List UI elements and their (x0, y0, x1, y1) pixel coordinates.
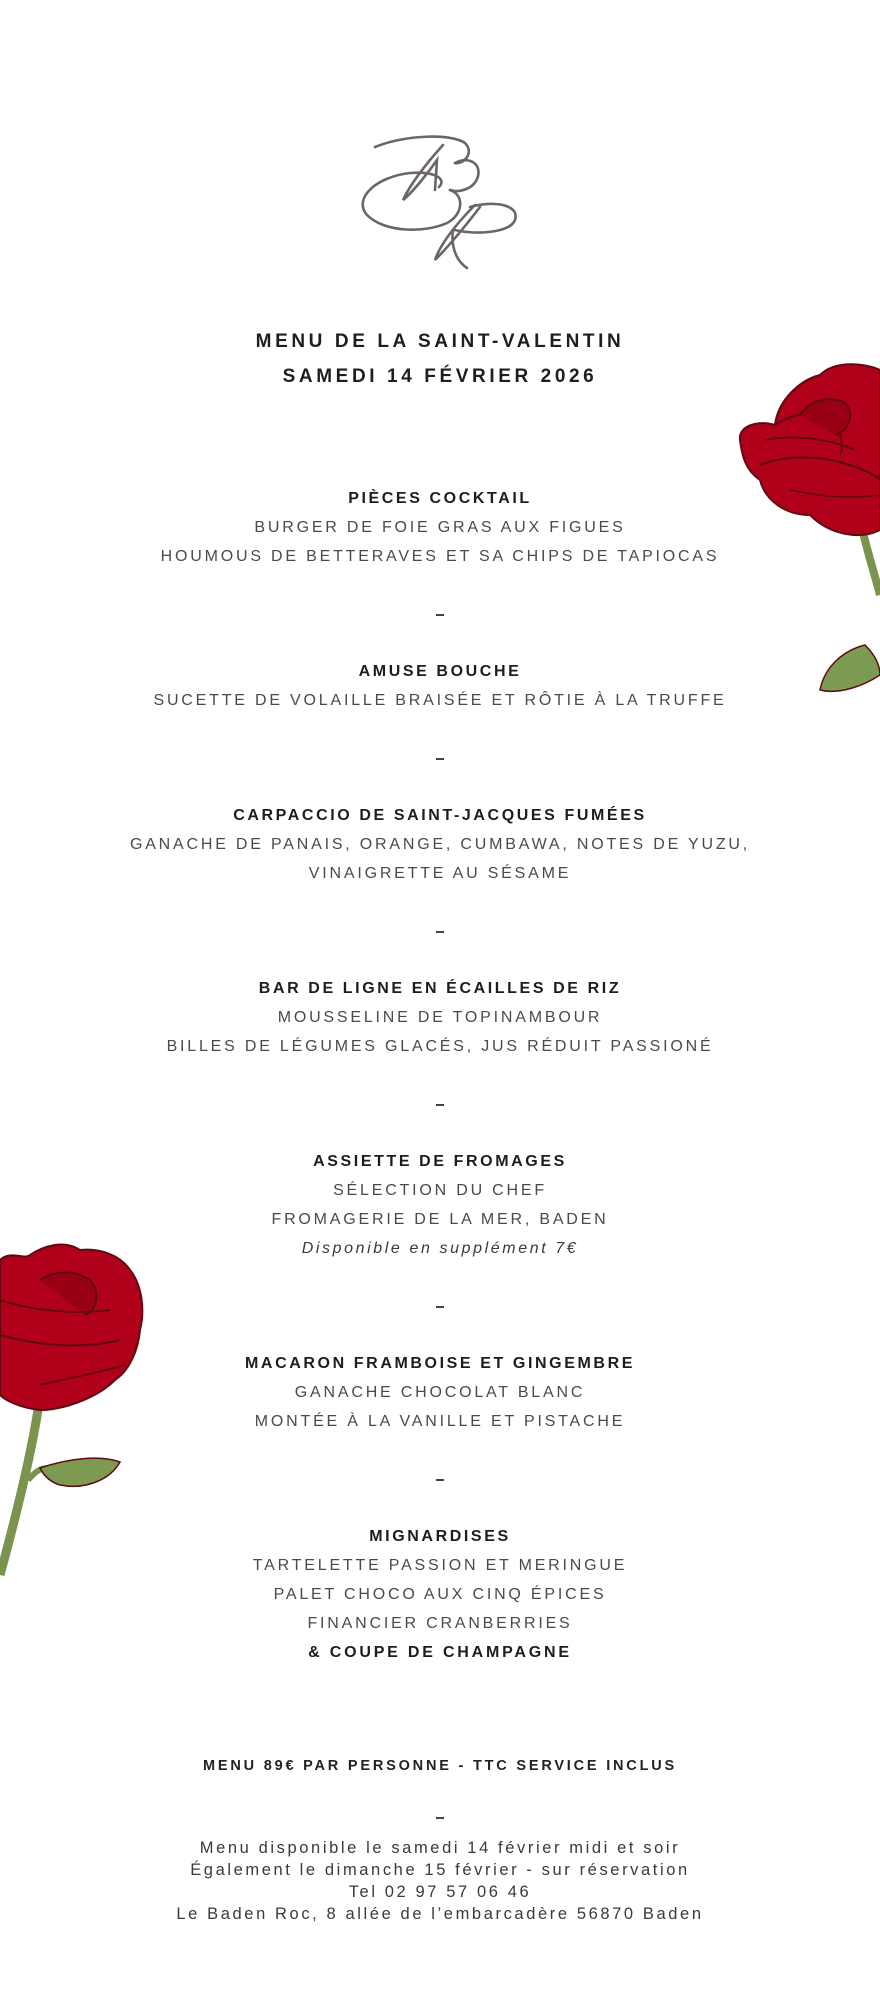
section-bar-de-ligne (0, 974, 880, 1061)
section-title: MACARON FRAMBOISE ET GINGEMBRE (245, 1355, 635, 1372)
separator-dash (436, 1104, 444, 1106)
dish-line: PALET CHOCO AUX CINQ ÉPICES (273, 1586, 607, 1603)
footer-info (0, 1837, 880, 1925)
dish-line: MOUSSELINE DE TOPINAMBOUR (277, 1009, 603, 1026)
address-text: Le Baden Roc, 8 allée de l’embarcadère 56870 Baden (176, 1905, 704, 1923)
monogram-logo-icon (355, 135, 525, 275)
separator-dash (436, 1306, 444, 1308)
dish-line: FINANCIER CRANBERRIES (307, 1615, 573, 1632)
champagne-line: & COUPE DE CHAMPAGNE (308, 1644, 572, 1661)
dish-line: TARTELETTE PASSION ET MERINGUE (252, 1557, 628, 1574)
separator-dash (436, 1479, 444, 1481)
dish-line: HOUMOUS DE BETTERAVES ET SA CHIPS DE TAPIOCAS (160, 548, 720, 565)
rose-icon (730, 355, 880, 710)
section-title: MIGNARDISES (369, 1528, 511, 1545)
section-title: ASSIETTE DE FROMAGES (313, 1153, 567, 1170)
dish-line: GANACHE CHOCOLAT BLANC (294, 1384, 586, 1401)
menu-price: MENU 89€ PAR PERSONNE - TTC SERVICE INCLUS (203, 1758, 677, 1774)
availability-text: Menu disponible le samedi 14 février midi et soir (199, 1839, 681, 1857)
rose-icon (0, 1240, 150, 1585)
menu-title: MENU DE LA SAINT-VALENTIN (255, 331, 625, 352)
separator-dash (436, 1817, 444, 1819)
supplement-note: Disponible en supplément 7€ (301, 1240, 579, 1257)
separator-dash (436, 758, 444, 760)
dish-line: BILLES DE LÉGUMES GLACÉS, JUS RÉDUIT PASSIONÉ (166, 1038, 714, 1055)
separator-dash (436, 931, 444, 933)
menu-date: SAMEDI 14 FÉVRIER 2026 (282, 366, 598, 387)
dish-line: GANACHE DE PANAIS, ORANGE, CUMBAWA, NOTES DE YUZU, (129, 836, 751, 853)
dish-line: VINAIGRETTE AU SÉSAME (308, 865, 572, 882)
separator-dash (436, 614, 444, 616)
dish-line: MONTÉE À LA VANILLE ET PISTACHE (254, 1413, 626, 1430)
section-title: PIÈCES COCKTAIL (348, 490, 532, 507)
phone-text: Tel 02 97 57 06 46 (348, 1883, 532, 1901)
dish-line: BURGER DE FOIE GRAS AUX FIGUES (254, 519, 626, 536)
section-title: AMUSE BOUCHE (358, 663, 522, 680)
section-carpaccio (0, 801, 880, 888)
dish-line: SÉLECTION DU CHEF (333, 1182, 547, 1199)
sunday-text: Également le dimanche 15 février - sur réservation (190, 1861, 690, 1879)
section-title: BAR DE LIGNE EN ÉCAILLES DE RIZ (258, 980, 622, 997)
section-title: CARPACCIO DE SAINT-JACQUES FUMÉES (233, 807, 647, 824)
dish-line: FROMAGERIE DE LA MER, BADEN (271, 1211, 609, 1228)
dish-line: SUCETTE DE VOLAILLE BRAISÉE ET RÔTIE À LA TRUFFE (153, 692, 727, 709)
